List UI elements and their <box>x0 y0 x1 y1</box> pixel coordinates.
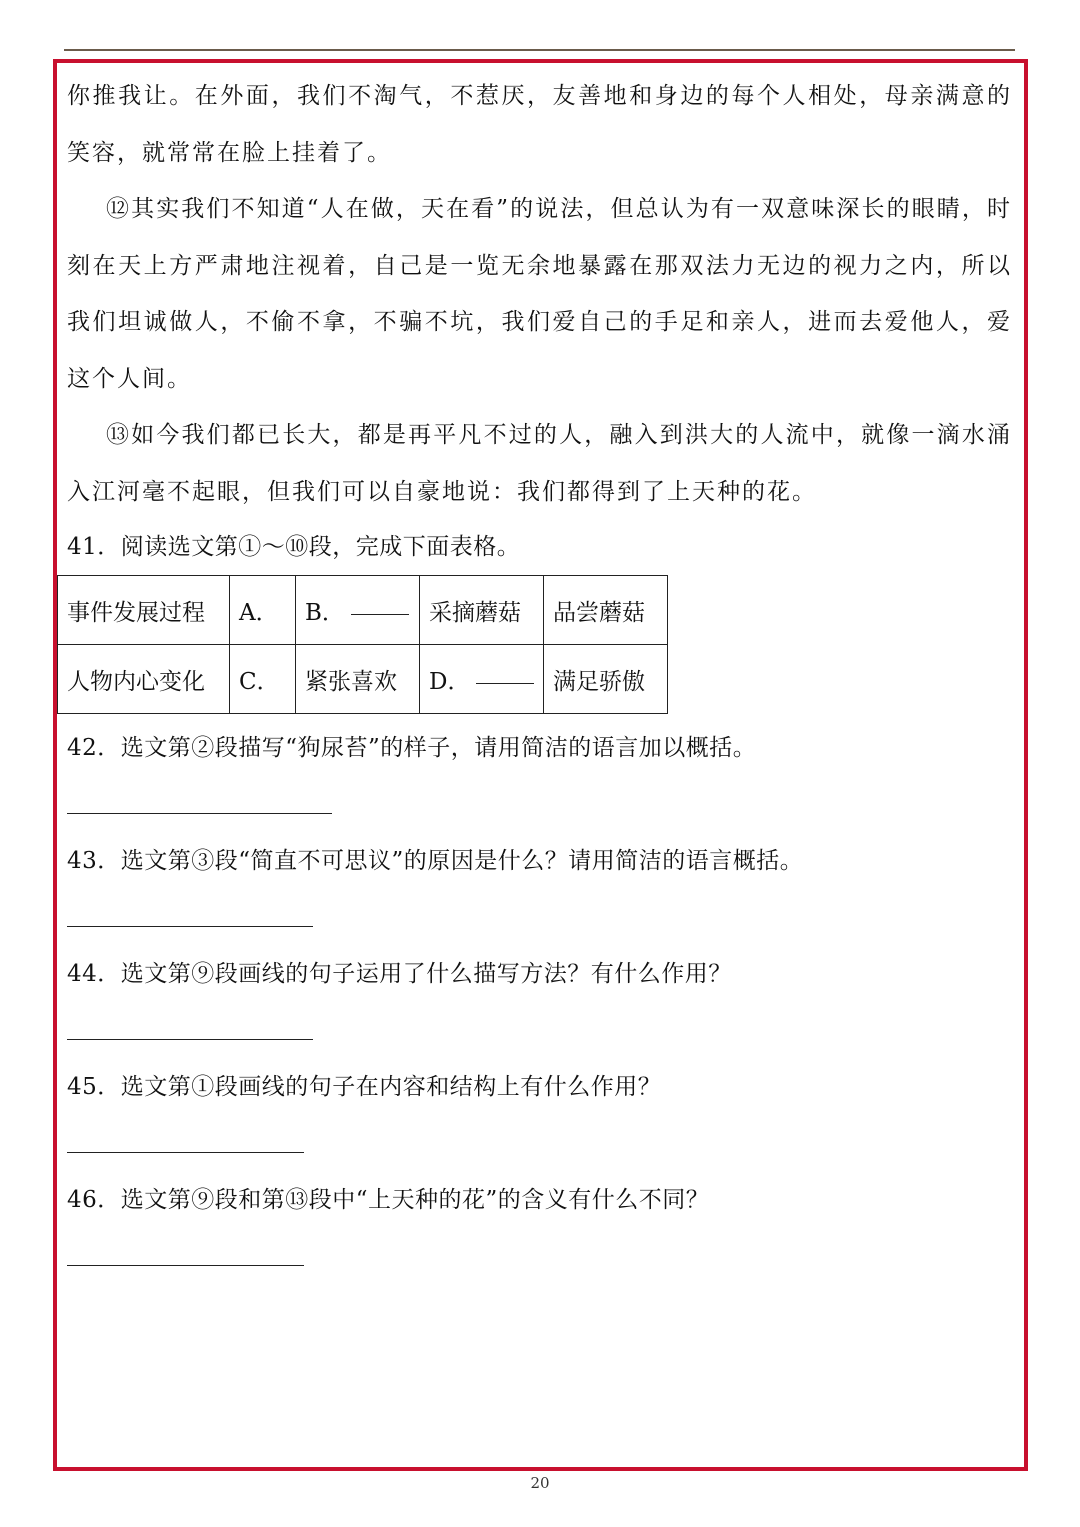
blank-line <box>351 613 409 615</box>
question-41: 41．阅读选文第①～⑩段，完成下面表格。 <box>67 534 521 560</box>
paragraph-11-continued: 你推我让。在外面，我们不淘气，不惹厌，友善地和身边的每个人相处，母亲满意的笑容，就常常在脸上挂着了。 <box>67 83 1012 166</box>
answer-line-42[interactable] <box>67 813 332 814</box>
cell-a-label: A． <box>239 599 279 626</box>
paragraph-13: ⑬如今我们都已长大，都是再平凡不过的人，融入到洪大的人流中，就像一滴水涌入江河毫不起眼，但我们可以自豪地说：我们都得到了上天种的花。 <box>67 422 1012 505</box>
cell-satisfied: 满足骄傲 <box>544 645 668 714</box>
cell-b[interactable] <box>296 576 420 645</box>
question-45: 45．选文第①段画线的句子在内容和结构上有什么作用？ <box>67 1074 662 1100</box>
answer-line-45[interactable] <box>67 1152 304 1153</box>
answer-line-43[interactable] <box>67 926 313 927</box>
blank-line <box>476 682 534 684</box>
cell-pick: 采摘蘑菇 <box>420 576 544 645</box>
question-42: 42．选文第②段描写“狗尿苔”的样子，请用简洁的语言加以概括。 <box>67 735 757 761</box>
cell-c[interactable] <box>230 645 296 714</box>
cell-d-label: D． <box>429 668 471 695</box>
cell-a[interactable] <box>230 576 296 645</box>
cell-c-label: C． <box>239 668 280 695</box>
cell-b-label: B． <box>305 599 345 626</box>
page-number: 20 <box>530 1474 550 1492</box>
paragraph-12: ⑫其实我们不知道“人在做，天在看”的说法，但总认为有一双意味深长的眼睛，时刻在天上方严肃地注视着，自己是一览无余地暴露在那双法力无边的视力之内，所以我们坦诚做人，不偷不拿，不骗不坑，我们爱自己的手足和亲人，进而去爱他人，爱这个人间。 <box>67 196 1012 392</box>
cell-nervous: 紧张喜欢 <box>296 645 420 714</box>
question-46: 46．选文第⑨段和第⑬段中“上天种的花”的含义有什么不同？ <box>67 1187 710 1213</box>
table-row <box>58 576 668 645</box>
cell-taste: 品尝蘑菇 <box>544 576 668 645</box>
passage <box>67 68 1012 520</box>
question-43: 43．选文第③段“简直不可思议”的原因是什么？请用简洁的语言概括。 <box>67 848 804 874</box>
answer-table <box>57 575 668 714</box>
table-row <box>58 645 668 714</box>
answer-line-44[interactable] <box>67 1039 313 1040</box>
header-rule <box>64 49 1015 51</box>
answer-line-46[interactable] <box>67 1265 304 1266</box>
question-44: 44．选文第⑨段画线的句子运用了什么描写方法？有什么作用？ <box>67 961 732 987</box>
row-header-feelings: 人物内心变化 <box>58 645 230 714</box>
row-header-events: 事件发展过程 <box>58 576 230 645</box>
cell-d[interactable] <box>420 645 544 714</box>
